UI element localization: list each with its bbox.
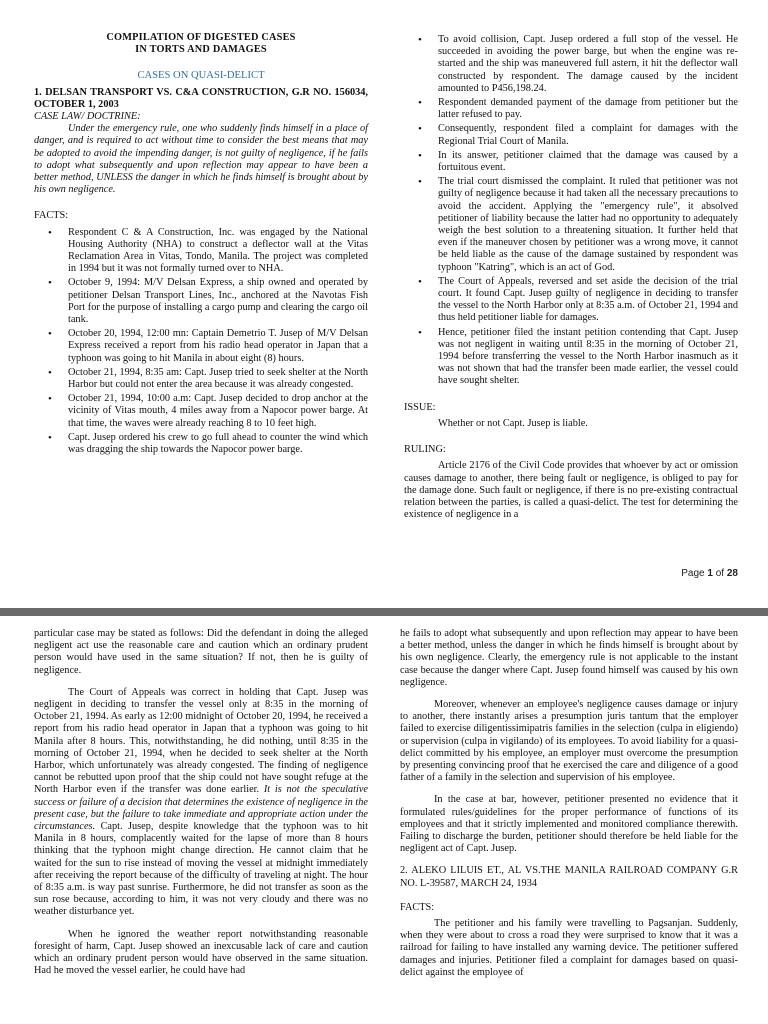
page1-right-column <box>404 34 738 521</box>
document-title-line2: IN TORTS AND DAMAGES <box>135 44 267 56</box>
page-number <box>681 568 738 579</box>
facts-label: FACTS: <box>34 210 69 222</box>
paragraph <box>34 687 368 919</box>
list-item: • October 21, 1994, 10:00 a.m: Capt. Jusep decided to drop anchor at the vicinity of Vitas mouth, 4 miles away from a Napocor power barge. At that time, the waves were already reaching 8 to 10 feet high. <box>68 393 368 430</box>
paragraph: particular case may be stated as follows: Did the defendant in doing the alleged negligent act use the reasonable care and caution which an ordinary prudent person would have used in the same situation? If not, then he is guilty of negligence. <box>34 628 368 676</box>
paragraph: In the case at bar, however, petitioner presented no evidence that it formulated rules/guidelines for the proper performance of functions of its employees and that it strictly implemented and monitored compliance therewith. Failing to discharge the burden, petitioner should therefore be held liable for the negligent act of Capt. Jusep. <box>400 794 738 855</box>
list-item: • October 20, 1994, 12:00 mn: Captain Demetrio T. Jusep of M/V Delsan Express received a report from his radio head operator in Japan that a typhoon was going to hit Manila in about eight (8) hours. <box>68 328 368 365</box>
ruling-text: Article 2176 of the Civil Code provides that whoever by act or omission causes damage to another, there being fault or negligence, is obliged to pay for the damage done. Such fault or negligence, if there is no pre-existing contractual relation between the parties, is called a quasi-delict. The test for determining the existence of negligence in a <box>404 460 738 521</box>
page-label: Page <box>681 568 705 579</box>
paragraph-part: Capt. Jusep, despite knowledge that the typhoon was to hit Manila in 8 hours, complacently waited for the lapse of more than 8 hours thinking that the typhoon might change direction. He cannot claim that he waited for the sun to rise instead of moving the vessel at midnight immediately after receiving the report because of the difficulty of traveling at night. The hour of 8:35 a.m. is way past sunrise. Furthermore, he did not transfer as soon as the sun rose because, according to him, it was not very cloudy and there was no weather disturbance yet. <box>34 821 369 918</box>
paragraph: he fails to adopt what subsequently and upon reflection may appear to have been a better method, unless the danger in which he finds himself is brought about by his own negligence. Clearly, the emergency rule is not applicable to the instant case because the danger where Capt. Jusep found himself was caused by his own negligence. <box>400 628 738 688</box>
page-total: 28 <box>726 568 738 579</box>
ruling-label: RULING: <box>404 444 446 456</box>
document-page-2 <box>0 616 768 1024</box>
list-item: • The Court of Appeals, reversed and set aside the decision of the trial court. It found Capt. Jusep guilty of negligence in deciding to transfer the vessel to the North Harbor only at 8:35 a.m. of October 21, 1994 and thus held petitioner liable for damages. <box>438 276 738 325</box>
list-item: • Respondent demanded payment of the damage from petitioner but the latter refused to pay. <box>438 97 738 121</box>
case-law-label: CASE LAW/ DOCTRINE: <box>34 111 141 123</box>
page-current: 1 <box>707 568 713 579</box>
paragraph: When he ignored the weather report notwithstanding reasonable foresight of harm, Capt. Jusep showed an inexcusable lack of care and caution which an ordinary prudent person would have observed in the same situation. Had he moved the vessel earlier, he could have had <box>34 928 368 977</box>
list-item: • To avoid collision, Capt. Jusep ordered a full stop of the vessel. He succeeded in avoiding the power barge, but when the engine was re-started and the ship was maneuvered full astern, it hit the deflector wall constructed by respondent. The damage caused by the incident amounted to P456,198.24. <box>438 34 738 95</box>
paragraph-italic-part: It is not the speculative success or failure of a decision that determines the existence of negligence in the present case, but the failure to take immediate and appropriate action under the circumstances. <box>34 784 368 833</box>
list-item: • October 21, 1994, 8:35 am: Capt. Jusep tried to seek shelter at the North Harbor but could not enter the area because it was already congested. <box>68 367 368 391</box>
page2-left-column <box>34 628 368 977</box>
case1-heading: 1. DELSAN TRANSPORT VS. C&A CONSTRUCTION, G.R NO. 156034, OCTOBER 1, 2003 <box>34 86 368 110</box>
paragraph-part: The Court of Appeals was correct in holding that Capt. Jusep was negligent in deciding to transfer the vessel only at 8:35 in the morning of October 21, 1994. As early as 12:00 midnight of October 20, 1994, he received a report from his radio head operator in Japan that a typhoon was going to hit Manila after 8 hours. This, notwithstanding, he did nothing, until 8:35 in the morning of October 21, 1994, when he decided to seek shelter at the North Harbor, which unfortunately was already congested. The finding of negligence cannot be rebutted upon proof that the ship could not have sought refuge at the North Harbor even if the transfer was done earlier. <box>34 686 368 796</box>
document-title-line1: COMPILATION OF DIGESTED CASES <box>106 32 296 43</box>
facts-list-left <box>34 227 368 457</box>
list-item: • Consequently, respondent filed a complaint for damages with the Regional Trial Court of Manila. <box>438 123 738 147</box>
facts-list-right <box>404 34 738 388</box>
paragraph: Moreover, whenever an employee's negligence causes damage or injury to another, there instantly arises a presumption juris tantum that the employer failed to exercise diligentissimipatris families in the selection (culpa in eligiendo) or supervision (culpa in vigilando) of its employees. To avoid liability for a quasi-delict committed by his employee, an employer must overcome the presumption by presenting convincing proof that he exercised the care and diligence of a good father of a family in the selection and supervision of his employee. <box>400 699 738 784</box>
case2-facts-text: The petitioner and his family were travelling to Pagsanjan. Suddenly, when they were about to cross a road they were surprised to know that it was a railroad for failing to have installed any warning device. The petitioner suffered damages and injuries. Petitioner filed a complaint for damages based on quasi-delict against the employee of <box>400 918 738 978</box>
page1-left-column <box>34 32 368 458</box>
list-item: • Hence, petitioner filed the instant petition contending that Capt. Jusep was not negligent in waiting until 8:35 in the morning of October 21, 1994 before transferring the vessel to the North Harbor inasmuch as it was not shown that had the transfer been made earlier, the vessel could have sought shelter. <box>438 327 738 388</box>
list-item: • October 9, 1994: M/V Delsan Express, a ship owned and operated by petitioner Delsan Transport Lines, Inc., anchored at the Navotas Fish Port for the purpose of installing a cargo pump and clearing the cargo oil tank. <box>68 277 368 326</box>
list-item: • In its answer, petitioner claimed that the damage was caused by a fortuitous event. <box>438 150 738 174</box>
list-item: • The trial court dismissed the complaint. It ruled that petitioner was not guilty of negligence because it had taken all the necessary precautions to avoid the accident. Applying the "emergency rule", it absolved petitioner of liability because the latter had no opportunity to adequately weigh the best solution to a threatening situation. It further held that even if the maneuver chosen by petitioner was a wrong move, it cannot be held liable as the cause of the damage sustained by respondent was typhoon "Katring", which is an act of God. <box>438 176 738 274</box>
page2-right-column <box>400 628 738 979</box>
list-item: • Capt. Jusep ordered his crew to go full ahead to counter the wind which was dragging the ship towards the Napocor power barge. <box>68 432 368 456</box>
doctrine-text: Under the emergency rule, one who suddenly finds himself in a place of danger, and is required to act without time to consider the best means that may be adopted to avoid the impending danger, is not guilty of negligence, if he fails to adopt what subsequently and upon reflection may appear to have been a better method, UNLESS the danger in which he finds himself is brought about by his own negligence. <box>34 123 368 196</box>
case2-heading: 2. ALEKO LILUIS ET., AL VS.THE MANILA RAILROAD COMPANY G.R NO. L-39587, MARCH 24, 1934 <box>400 865 738 889</box>
facts-label: FACTS: <box>400 901 435 913</box>
issue-text: Whether or not Capt. Jusep is liable. <box>438 417 588 429</box>
issue-label: ISSUE: <box>404 401 436 413</box>
page-of: of <box>715 568 725 579</box>
list-item: • Respondent C & A Construction, Inc. was engaged by the National Housing Authority (NHA) to construct a deflector wall at the Vitas Reclamation Area in Vitas, Tondo, Manila. The project was completed in 1994 but it was not formally turned over to NHA. <box>68 227 368 276</box>
section-heading: CASES ON QUASI-DELICT <box>137 70 265 82</box>
